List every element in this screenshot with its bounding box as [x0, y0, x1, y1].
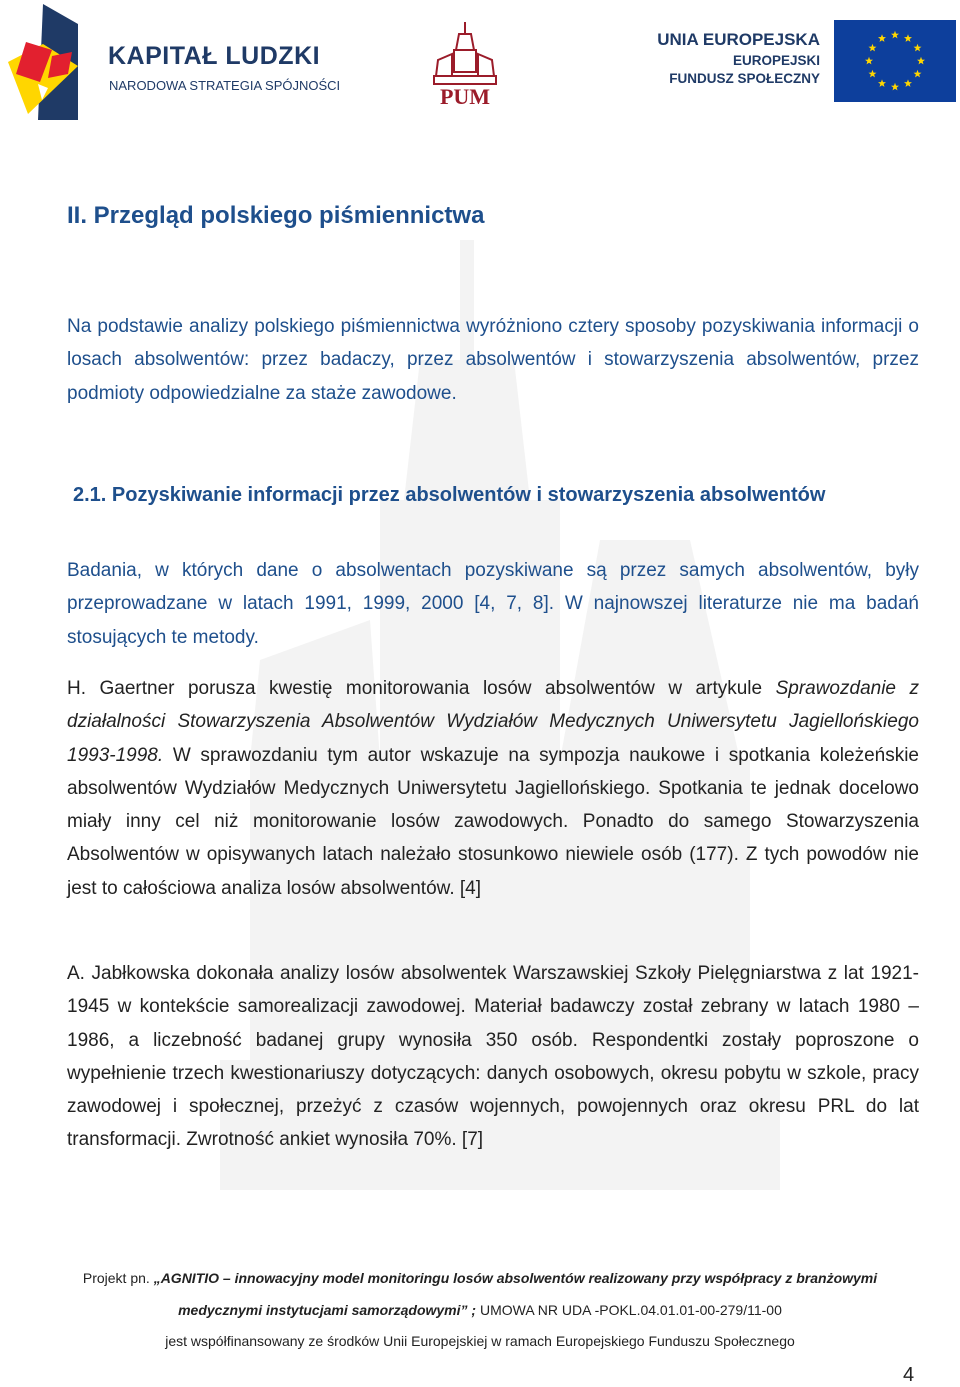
footer-agreement-number: UMOWA NR UDA -POKL.04.01.01-00-279/11-00	[476, 1302, 782, 1318]
pum-crest-icon	[430, 20, 500, 106]
footer-project-label: Projekt	[82, 1270, 131, 1286]
gaertner-text-start: H. Gaertner porusza kwestię monitorowania losów absolwentów w artykule	[67, 678, 776, 699]
paragraph-methods: Badania, w których dane o absolwentach pozyskiwane są przez samych absolwentów, były przeprowadzane w latach 1991, 1999, 2000 [4, 7, 8]. W najnowszej literaturze nie ma badań stosujących te metody.	[67, 560, 919, 648]
footer-line-3: jest współfinansowany ze środków Unii Europejskiej w ramach Europejskiego Funduszu Społecznego	[165, 1333, 795, 1349]
subsection-title: 2.1. Pozyskiwanie informacji przez absolwentów i stowarzyszenia absolwentów	[73, 484, 826, 506]
eu-flag-icon	[834, 20, 956, 102]
page-number: 4	[903, 1364, 915, 1386]
right-logo-line-1: EUROPEJSKI	[732, 53, 820, 68]
footer-pn: pn.	[130, 1270, 154, 1286]
paragraph-gaertner	[67, 672, 919, 905]
intro-paragraph: Na podstawie analizy polskiego piśmiennictwa wyróżniono cztery sposoby pozyskiwania informacji o losach absolwentów: przez badaczy, przez absolwentów i stowarzyszenia absolwentów, przez podmioty odpowiedzialne za staże zawodowe.	[67, 316, 919, 404]
gaertner-article-title: Sprawozdanie z działalności Stowarzyszenia Absolwentów Wydziałów Medycznych Uniwersytetu Jagiellońskiego 1993-1998.	[67, 678, 919, 766]
right-logo-subtitle	[640, 52, 820, 88]
right-logo-title: UNIA EUROPEJSKA	[657, 30, 820, 49]
section-title: II. Przegląd polskiego piśmiennictwa	[67, 202, 485, 229]
page-header	[0, 0, 960, 125]
footer-project-name: „AGNITIO – innowacyjny model monitoringu losów absolwentów realizowany przy współpracy z branżowymi	[153, 1270, 878, 1286]
footer-project-name-end: medycznymi instytucjami samorządowymi” ;	[178, 1302, 477, 1318]
pum-logo-text: PUM	[439, 84, 491, 106]
left-logo-title: KAPITAŁ LUDZKI	[108, 42, 321, 70]
gaertner-text-end: W sprawozdaniu tym autor wskazuje na sympozja naukowe i spotkania koleżeńskie absolwentów Wydziałów Medycznych Uniwersytetu Jagiellońskiego. Spotkania te jednak docelowo miały inny cel niż monitorowanie losów zawodowych. Ponadto do samego Stowarzyszenia Absolwentów w opisywanych latach należało stosunkowo niewiele osób (177). Z tych powodów nie jest to całościowa analiza losów absolwentów. [4]	[67, 744, 919, 899]
footer-line-2	[0, 1302, 960, 1318]
paragraph-jablkowska: A. Jabłkowska dokonała analizy losów absolwentek Warszawskiej Szkoły Pielęgniarstwa z lat 1921-1945 w kontekście samorealizacji zawodowej. Materiał badawczy został zebrany w latach 1980 – 1986, a liczebność badanej grupy wynosiła 350 osób. Respondentki zostały poproszone o wypełnienie trzech kwestionariuszy dotyczących: danych osobowych, okresu pobytu w szkole, pracy zawodowej i społecznej, przeżyć z czasów wojennych, powojennych oraz okresu PRL do lat transformacji. Zwrotność ankiet wynosiła 70%. [7]	[67, 963, 919, 1151]
kapital-ludzki-logo-icon	[8, 4, 78, 120]
footer-line-1	[0, 1270, 960, 1286]
right-logo-line-2: FUNDUSZ SPOŁECZNY	[669, 71, 820, 86]
left-logo-subtitle: NARODOWA STRATEGIA SPÓJNOŚCI	[109, 78, 341, 93]
